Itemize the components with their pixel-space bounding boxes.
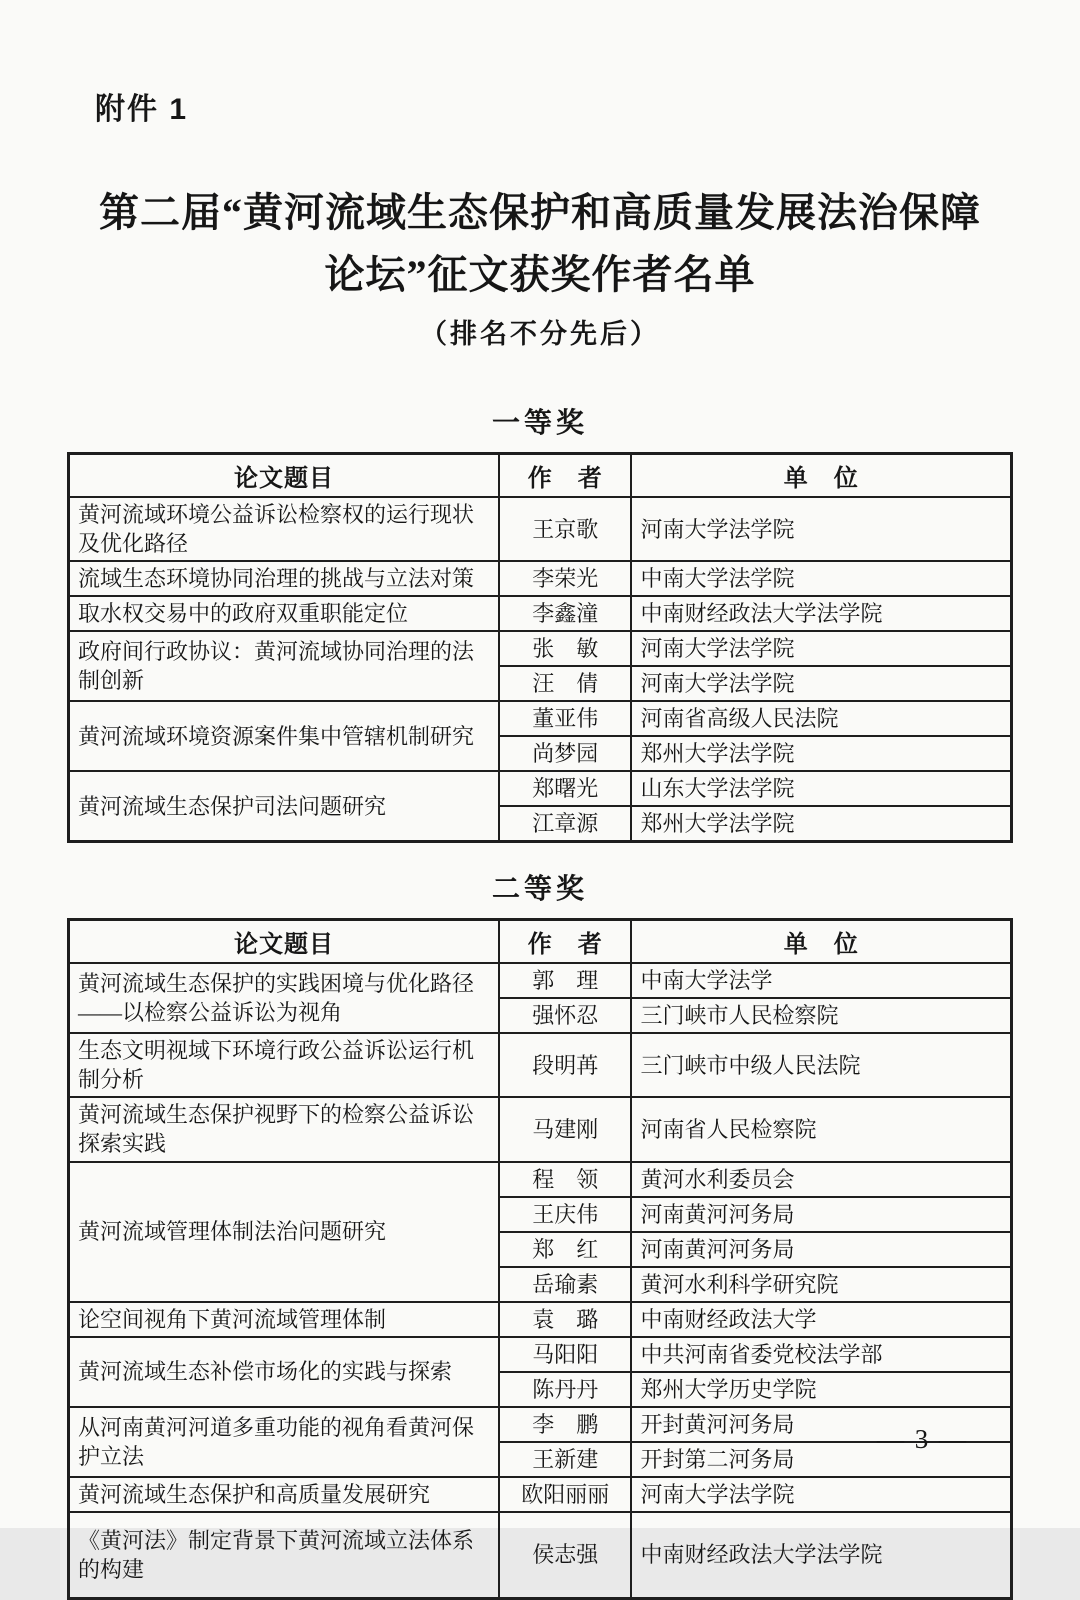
unit-cell: 开封第二河务局 (631, 1442, 1011, 1477)
document-subtitle: （排名不分先后） (420, 319, 660, 349)
header-row (69, 920, 1012, 964)
unit-cell: 中南财经政法大学 (631, 1302, 1011, 1337)
author-cell: 侯志强 (499, 1512, 631, 1599)
table-row (69, 497, 1012, 561)
paper-title-cell: 黄河流域生态保护视野下的检察公益诉讼探索实践 (69, 1097, 500, 1161)
paper-title-cell: 《黄河法》制定背景下黄河流域立法体系的构建 (69, 1512, 500, 1599)
unit-cell: 郑州大学历史学院 (631, 1372, 1011, 1407)
paper-title-cell: 流域生态环境协同治理的挑战与立法对策 (69, 561, 500, 596)
author-cell: 董亚伟 (499, 701, 631, 736)
unit-cell: 河南大学法学院 (631, 1477, 1011, 1512)
paper-title-cell: 论空间视角下黄河流域管理体制 (69, 1302, 500, 1337)
document-title (67, 182, 1013, 306)
column-header: 论文题目 (69, 920, 500, 964)
unit-cell: 河南省人民检察院 (631, 1097, 1011, 1161)
paper-title-cell: 黄河流域生态保护和高质量发展研究 (69, 1477, 500, 1512)
attachment-label: 附件 1 (95, 93, 189, 126)
unit-cell: 中南财经政法大学法学院 (631, 1512, 1011, 1599)
unit-cell: 郑州大学法学院 (631, 736, 1011, 771)
table-row (69, 1162, 1012, 1197)
paper-title-cell: 黄河流域生态保护的实践困境与优化路径——以检察公益诉讼为视角 (69, 963, 500, 1033)
unit-cell: 河南大学法学院 (631, 497, 1011, 561)
unit-cell: 黄河水利委员会 (631, 1162, 1011, 1197)
author-cell: 郑 红 (499, 1232, 631, 1267)
author-cell: 尚梦园 (499, 736, 631, 771)
paper-title-cell: 黄河流域生态补偿市场化的实践与探索 (69, 1337, 500, 1407)
table-row (69, 1337, 1012, 1372)
author-cell: 马阳阳 (499, 1337, 631, 1372)
author-cell: 郑曙光 (499, 771, 631, 806)
paper-title-cell: 黄河流域环境资源案件集中管辖机制研究 (69, 701, 500, 771)
unit-cell: 郑州大学法学院 (631, 806, 1011, 842)
author-cell: 李鑫潼 (499, 596, 631, 631)
paper-title-cell: 取水权交易中的政府双重职能定位 (69, 596, 500, 631)
table-row (69, 963, 1012, 998)
section-title-first-prize: 一等奖 (491, 408, 588, 439)
unit-cell: 中南财经政法大学法学院 (631, 596, 1011, 631)
unit-cell: 黄河水利科学研究院 (631, 1267, 1011, 1302)
author-cell: 郭 理 (499, 963, 631, 998)
unit-cell: 河南黄河河务局 (631, 1197, 1011, 1232)
table-row (69, 771, 1012, 806)
column-header: 作 者 (499, 920, 631, 964)
author-cell: 欧阳丽丽 (499, 1477, 631, 1512)
author-cell: 马建刚 (499, 1097, 631, 1161)
second-prize-table (67, 918, 1013, 1600)
author-cell: 江章源 (499, 806, 631, 842)
unit-cell: 中共河南省委党校法学部 (631, 1337, 1011, 1372)
table-row (69, 631, 1012, 666)
unit-cell: 河南黄河河务局 (631, 1232, 1011, 1267)
author-cell: 陈丹丹 (499, 1372, 631, 1407)
table-row (69, 1302, 1012, 1337)
table-row (69, 1097, 1012, 1161)
table-row (69, 1033, 1012, 1097)
unit-cell: 河南省高级人民法院 (631, 701, 1011, 736)
paper-title-cell: 黄河流域生态保护司法问题研究 (69, 771, 500, 842)
unit-cell: 三门峡市中级人民法院 (631, 1033, 1011, 1097)
author-cell: 王京歌 (499, 497, 631, 561)
author-cell: 袁 璐 (499, 1302, 631, 1337)
unit-cell: 河南大学法学院 (631, 666, 1011, 701)
column-header: 单 位 (631, 454, 1011, 498)
author-cell: 岳瑜素 (499, 1267, 631, 1302)
column-header: 单 位 (631, 920, 1011, 964)
header-row (69, 454, 1012, 498)
unit-cell: 中南大学法学 (631, 963, 1011, 998)
author-cell: 王新建 (499, 1442, 631, 1477)
author-cell: 王庆伟 (499, 1197, 631, 1232)
author-cell: 汪 倩 (499, 666, 631, 701)
unit-cell: 三门峡市人民检察院 (631, 998, 1011, 1033)
document-title-line2: 论坛”征文获奖作者名单 (324, 252, 756, 297)
document-title-line1: 第二届“黄河流域生态保护和高质量发展法治保障 (99, 190, 981, 235)
table-row (69, 1477, 1012, 1512)
table-row (69, 1407, 1012, 1442)
unit-cell: 开封黄河河务局 (631, 1407, 1011, 1442)
unit-cell: 河南大学法学院 (631, 631, 1011, 666)
table-row (69, 596, 1012, 631)
first-prize-table (67, 452, 1013, 843)
author-cell: 李荣光 (499, 561, 631, 596)
section-title-second-prize: 二等奖 (491, 874, 588, 906)
column-header: 论文题目 (69, 454, 500, 498)
paper-title-cell: 黄河流域环境公益诉讼检察权的运行现状及优化路径 (69, 497, 500, 561)
unit-cell: 中南大学法学院 (631, 561, 1011, 596)
table-row (69, 701, 1012, 736)
author-cell: 张 敏 (499, 631, 631, 666)
paper-title-cell: 生态文明视域下环境行政公益诉讼运行机制分析 (69, 1033, 500, 1097)
paper-title-cell: 从河南黄河河道多重功能的视角看黄河保护立法 (69, 1407, 500, 1477)
author-cell: 李 鹏 (499, 1407, 631, 1442)
table-row (69, 561, 1012, 596)
author-cell: 强怀忍 (499, 998, 631, 1033)
paper-title-cell: 黄河流域管理体制法治问题研究 (69, 1162, 500, 1302)
author-cell: 段明苒 (499, 1033, 631, 1097)
paper-title-cell: 政府间行政协议：黄河流域协同治理的法制创新 (69, 631, 500, 701)
table-row (69, 1512, 1012, 1599)
column-header: 作 者 (499, 454, 631, 498)
page-number: — 3 — (877, 1424, 968, 1454)
unit-cell: 山东大学法学院 (631, 771, 1011, 806)
author-cell: 程 领 (499, 1162, 631, 1197)
